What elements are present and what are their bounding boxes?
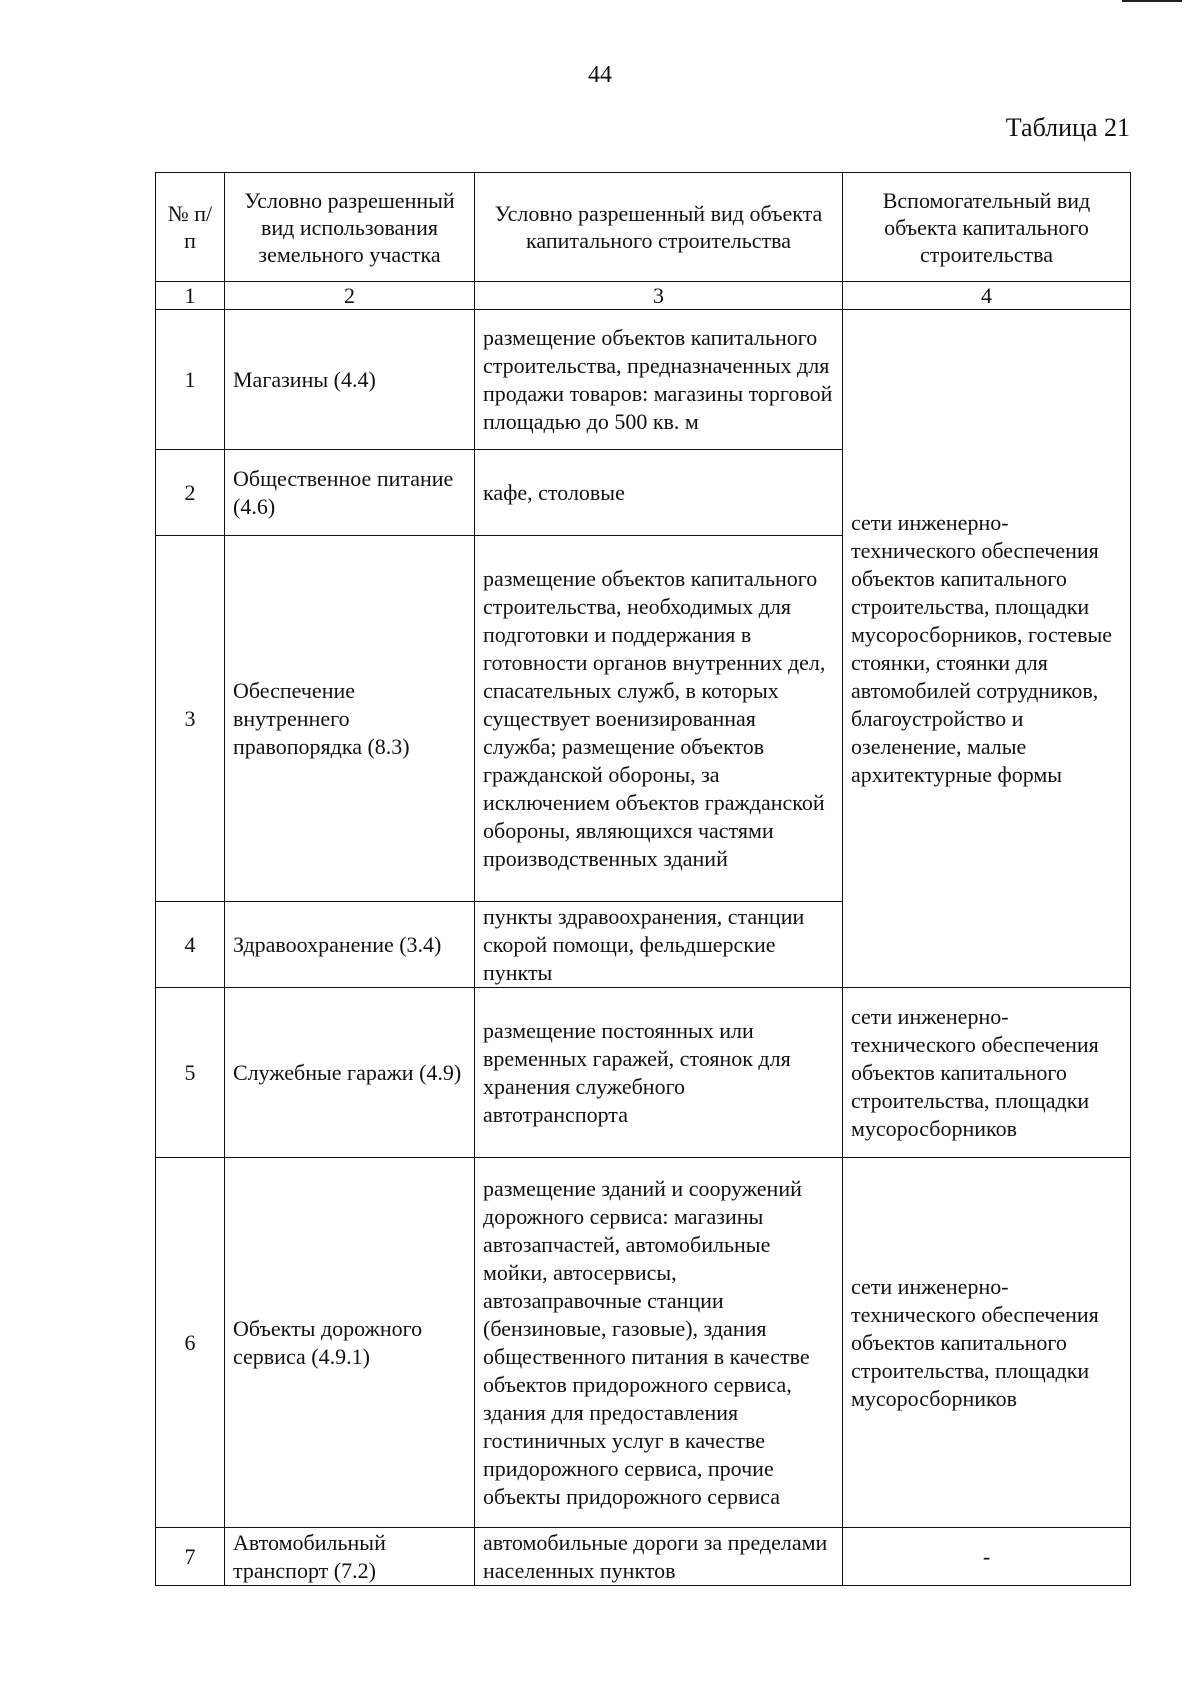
column-number: 3	[475, 282, 843, 310]
header-land-use: Условно разрешенный вид использования земельного участка	[225, 173, 475, 282]
object-cell: размещение объектов капитального строительства, необходимых для подготовки и поддержания в готовности органов внутренних дел, спасательных служб, в которых существует военизированная служба; размещение объектов гражданской обороны, за исключением объектов гражданской обороны, являющихся частями производственных зданий	[475, 536, 843, 902]
table-header-row	[156, 173, 1131, 282]
object-cell: размещение зданий и сооружений дорожного сервиса: магазины автозапчастей, автомобильные мойки, автосервисы, автозаправочные станции (бензиновые, газовые), здания общественного питания в качестве объектов придорожного сервиса, здания для предоставления гостиничных услуг в качестве придорожного сервиса, прочие объекты придорожного сервиса	[475, 1158, 843, 1528]
auxiliary-cell: -	[843, 1528, 1131, 1586]
object-cell: автомобильные дороги за пределами населенных пунктов	[475, 1528, 843, 1586]
auxiliary-cell: сети инженерно-технического обеспечения объектов капитального строительства, площадки мусоросборников	[843, 988, 1131, 1158]
row-number: 5	[156, 988, 225, 1158]
land-use-cell: Объекты дорожного сервиса (4.9.1)	[225, 1158, 475, 1528]
page-number: 44	[588, 62, 612, 88]
table-row	[156, 1528, 1131, 1586]
land-use-cell: Служебные гаражи (4.9)	[225, 988, 475, 1158]
table-row	[156, 310, 1131, 450]
header-number: № п/п	[156, 173, 225, 282]
land-use-cell: Общественное питание (4.6)	[225, 450, 475, 536]
land-use-cell: Обеспечение внутреннего правопорядка (8.3)	[225, 536, 475, 902]
row-number: 1	[156, 310, 225, 450]
object-cell: кафе, столовые	[475, 450, 843, 536]
auxiliary-cell-shared: сети инженерно-технического обеспечения объектов капитального строительства, площадки мусоросборников, гостевые стоянки, стоянки для автомобилей сотрудников, благоустройство и озеленение, малые архитектурные формы	[843, 310, 1131, 988]
corner-mark	[1122, 0, 1182, 2]
column-number-row	[156, 282, 1131, 310]
table-caption: Таблица 21	[1005, 113, 1130, 142]
row-number: 6	[156, 1158, 225, 1528]
table-row	[156, 1158, 1131, 1528]
row-number: 7	[156, 1528, 225, 1586]
column-number: 4	[843, 282, 1131, 310]
land-use-cell: Здравоохранение (3.4)	[225, 902, 475, 988]
header-conditional-object: Условно разрешенный вид объекта капитального строительства	[475, 173, 843, 282]
header-auxiliary-object: Вспомогательный вид объекта капитального строительства	[843, 173, 1131, 282]
column-number: 2	[225, 282, 475, 310]
land-use-cell: Магазины (4.4)	[225, 310, 475, 450]
auxiliary-cell: сети инженерно-технического обеспечения объектов капитального строительства, площадки мусоросборников	[843, 1158, 1131, 1528]
row-number: 3	[156, 536, 225, 902]
row-number: 4	[156, 902, 225, 988]
object-cell: пункты здравоохранения, станции скорой помощи, фельдшерские пункты	[475, 902, 843, 988]
object-cell: размещение объектов капитального строительства, предназначенных для продажи товаров: магазины торговой площадью до 500 кв. м	[475, 310, 843, 450]
table-row	[156, 988, 1131, 1158]
row-number: 2	[156, 450, 225, 536]
object-cell: размещение постоянных или временных гаражей, стоянок для хранения служебного автотранспорта	[475, 988, 843, 1158]
zoning-table	[155, 172, 1131, 1586]
column-number: 1	[156, 282, 225, 310]
land-use-cell: Автомобильный транспорт (7.2)	[225, 1528, 475, 1586]
